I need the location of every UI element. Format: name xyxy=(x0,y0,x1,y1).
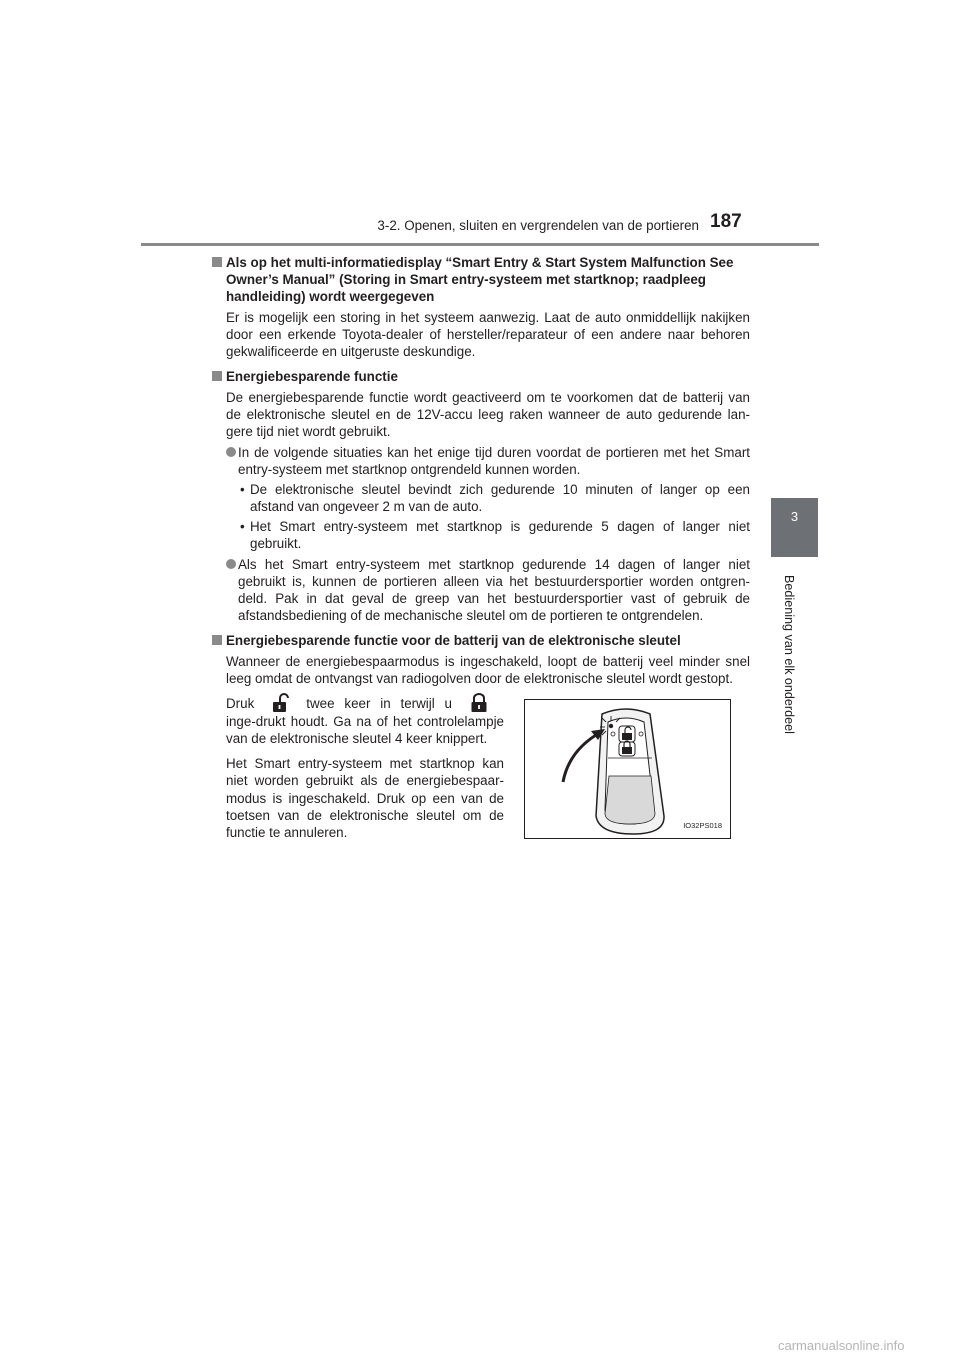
section-paragraph: Wanneer de energiebespaarmodus is ingeschakeld, loopt de batterij veel minder snel leeg omdat de ontvangst van radiogolven door de elektronische sleutel wordt gestopt. xyxy=(226,654,750,686)
section-heading: Energiebesparende functie xyxy=(212,368,750,385)
unlock-icon xyxy=(270,693,292,713)
sub-list-item: • Het Smart entry-systeem met startknop is gedurende 5 dagen of langer niet gebruikt. xyxy=(240,519,750,551)
section-heading: Als op het multi-informatiedisplay “Smart Entry & Start System Malfunction See Owner’s Manual” (Storing in Smart entry-systeem met startknop; raadpleeg handleiding) wordt weergegeven xyxy=(212,254,750,305)
sub-list-item: • De elektronische sleutel bevindt zich gedurende 10 minuten of langer op een afstand van ongeveer 2 m van de auto. xyxy=(240,482,750,514)
running-header: 3-2. Openen, sluiten en vergrendelen van de portieren xyxy=(377,218,699,233)
list-item: In de volgende situaties kan het enige tijd duren voordat de portieren met het Smart entry-systeem met startknop ontgrendeld kunnen worden. xyxy=(212,444,750,478)
chapter-label: Bediening van elk onderdeel xyxy=(782,575,796,734)
section-heading: Energiebesparende functie voor de batterij van de elektronische sleutel xyxy=(212,632,750,649)
square-bullet-icon xyxy=(212,635,222,645)
section-paragraph: De energiebesparende functie wordt geactiveerd om te voorkomen dat de batterij van de elektronische sleutel en de 12V-accu leeg raken wanneer de auto gedurende lan-gere tijd niet wordt gebruikt. xyxy=(226,390,750,439)
page-number: 187 xyxy=(710,211,742,232)
square-bullet-icon xyxy=(212,257,222,267)
cancel-instruction: Het Smart entry-systeem met startknop kan niet worden gebruikt als de energiebespaar-modus is ingeschakeld. Druk op een van de toetsen van de elektronische sleutel om de functie te annuleren. xyxy=(226,755,504,841)
chapter-tab: 3 xyxy=(771,498,818,557)
square-bullet-icon xyxy=(212,371,222,381)
circle-bullet-icon xyxy=(226,447,236,457)
circle-bullet-icon xyxy=(226,559,236,569)
figure-code: IO32PS018 xyxy=(683,821,722,830)
instruction-text: Druk twee keer in terwijl uinge-drukt houdt. Ga na of het controlelampje van de elektronische sleutel 4 keer knippert. Het Smart entry-systeem met startknop kan niet worden gebruikt als de energiebespaar-modus is ingeschakeld. Druk op een van de toetsen van de elektronische sleutel om de functie te annuleren. xyxy=(226,693,504,849)
lock-icon xyxy=(468,693,490,713)
section-paragraph: Er is mogelijk een storing in het systeem aanwezig. Laat de auto onmiddellijk nakijken door een erkende Toyota-dealer of hersteller/reparateur of een andere naar behoren gekwalificeerde en uitgeruste deskundige. xyxy=(226,310,750,359)
instruction-with-figure xyxy=(212,693,750,843)
key-fob-figure xyxy=(524,699,731,839)
page-content xyxy=(212,254,750,843)
list-item: Als het Smart entry-systeem met startknop gedurende 14 dagen of langer niet gebruikt is, kunnen de portieren alleen via het bestuurdersportier worden ontgren-deld. Pak in dat geval de greep van het bestuurdersportier vast of gebruik de afstandsbediening of de mechanische sleutel om de portieren te ontgrendelen. xyxy=(212,556,750,624)
header-rule xyxy=(141,243,819,246)
watermark: carmanualsonline.info xyxy=(778,1338,905,1353)
